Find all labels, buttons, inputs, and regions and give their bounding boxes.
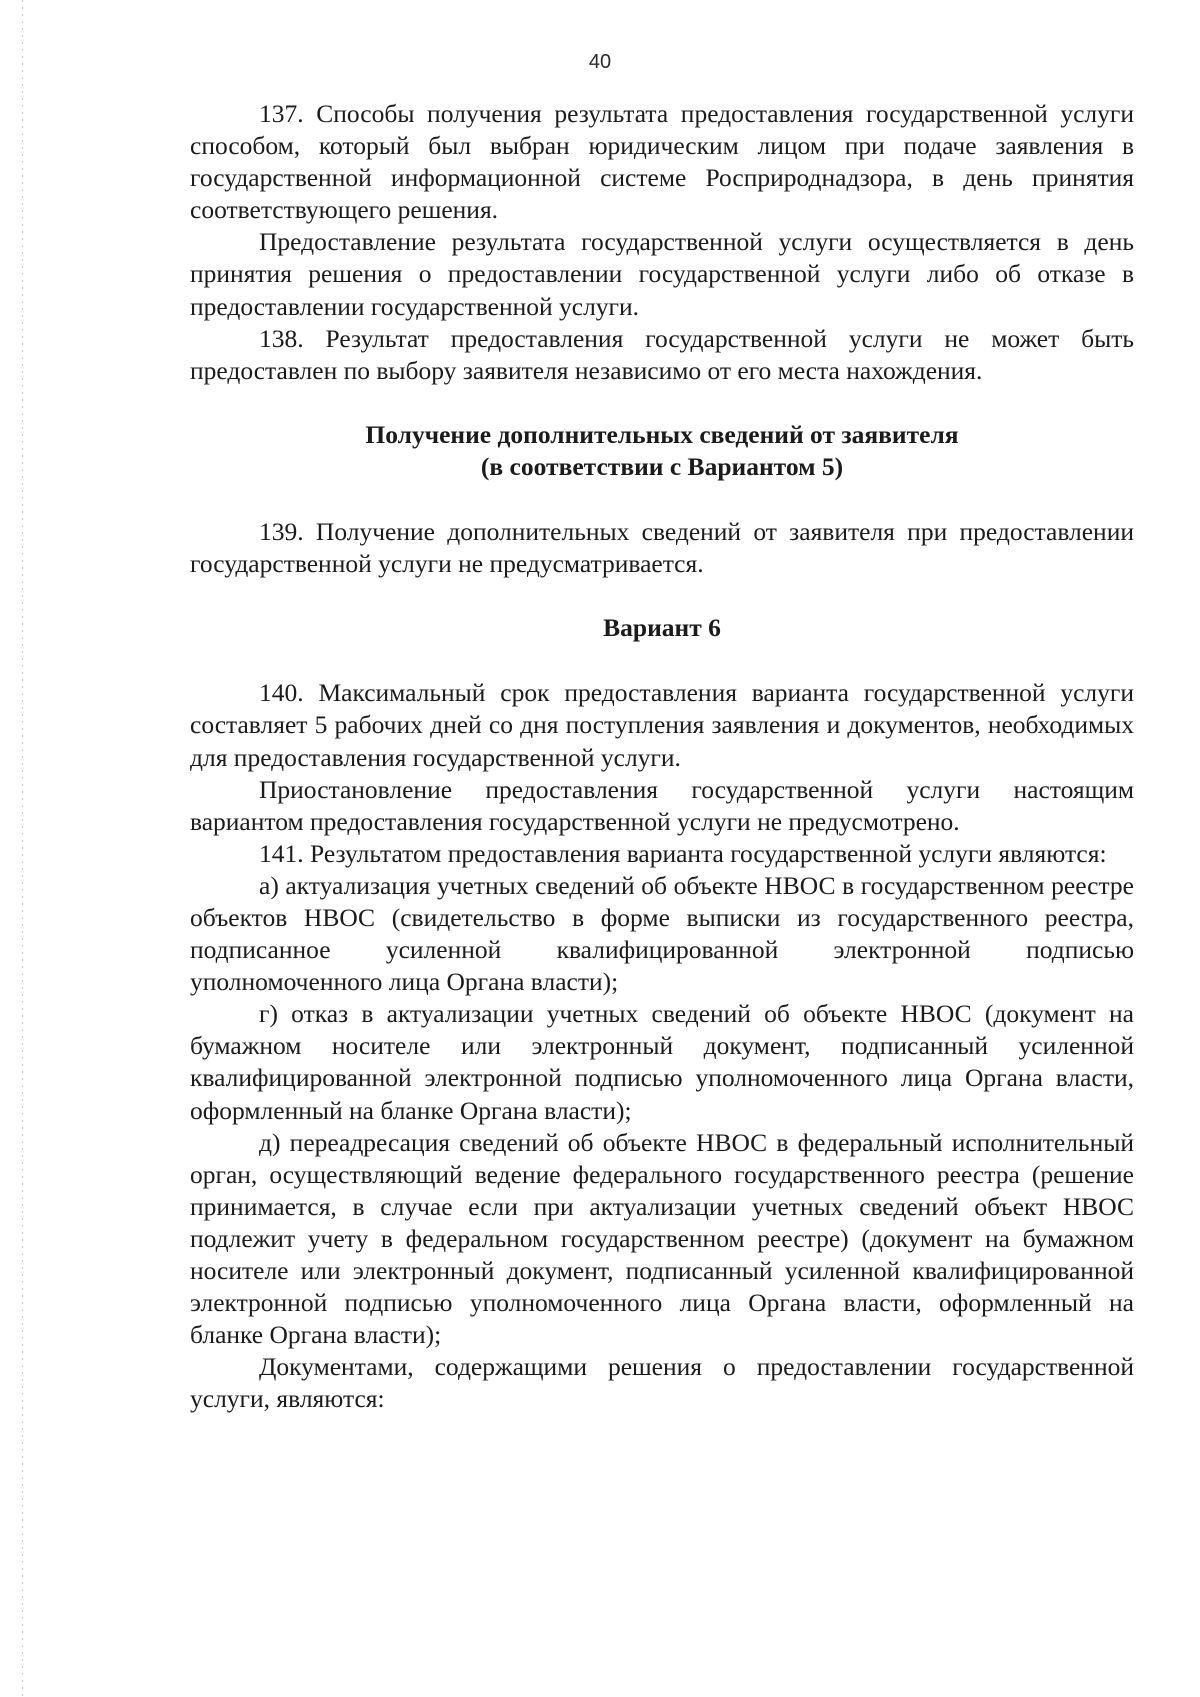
paragraph-140: 140. Максимальный срок предоставления варианта государственной услуги составляет 5 рабочих дней со дня поступления заявления и документов, необходимых для предоставления государственной услуги. [190,678,1134,772]
scan-edge-artifact [22,0,23,1697]
paragraph-documents: Документами, содержащими решения о предоставлении государственной услуги, являются: [190,1352,1134,1414]
paragraph-139: 139. Получение дополнительных сведений от заявителя при предоставлении государственной услуги не предусматривается. [190,517,1134,579]
paragraph-138: 138. Результат предоставления государственной услуги не может быть предоставлен по выбору заявителя независимо от его места нахождения. [190,323,1134,385]
document-body [190,98,1134,1415]
section-heading-variant [190,612,1134,644]
heading-line-2: (в соответствии с Вариантом 5) [480,451,844,481]
section-heading-additional-info [190,419,1134,483]
list-item-g: г) отказ в актуализации учетных сведений об объекте НВОС (документ на бумажном носителе или электронный документ, подписанный усиленной квалифицированной электронной подписью уполномоченного лица Органа власти, оформленный на бланке Органа власти); [190,999,1134,1125]
list-item-a: а) актуализация учетных сведений об объекте НВОС в государственном реестре объектов НВОС (свидетельство в форме выписки из государственного реестра, подписанное усиленной квалифицированной электронной подписью уполномоченного лица Органа власти); [190,870,1134,997]
paragraph-141: 141. Результатом предоставления варианта государственной услуги являются: [259,838,1107,868]
page-number: 40 [588,51,612,73]
paragraph-137: 137. Способы получения результата предоставления государственной услуги способом, который был выбран юридическим лицом при подаче заявления в государственной информационной системе Росприроднадзора, в день принятия соответствующего решения. [190,99,1134,225]
paragraph-140-continuation: Приостановление предоставления государственной услуги настоящим вариантом предоставления государственной услуги не предусмотрено. [190,774,1134,836]
variant-title: Вариант 6 [603,613,721,643]
heading-line-1: Получение дополнительных сведений от заявителя [365,419,959,449]
list-item-d: д) переадресация сведений об объекте НВОС в федеральный исполнительный орган, осуществляющий ведение федерального государственного реестра (решение принимается, в случае если при актуализации учетных сведений объект НВОС подлежит учету в федеральном государственном реестре) (документ на бумажном носителе или электронный документ, подписанный усиленной квалифицированной электронной подписью уполномоченного лица Органа власти, оформленный на бланке Органа власти); [190,1127,1134,1350]
paragraph-137-continuation: Предоставление результата государственной услуги осуществляется в день принятия решения о предоставлении государственной услуги либо об отказе в предоставлении государственной услуги. [190,227,1134,321]
